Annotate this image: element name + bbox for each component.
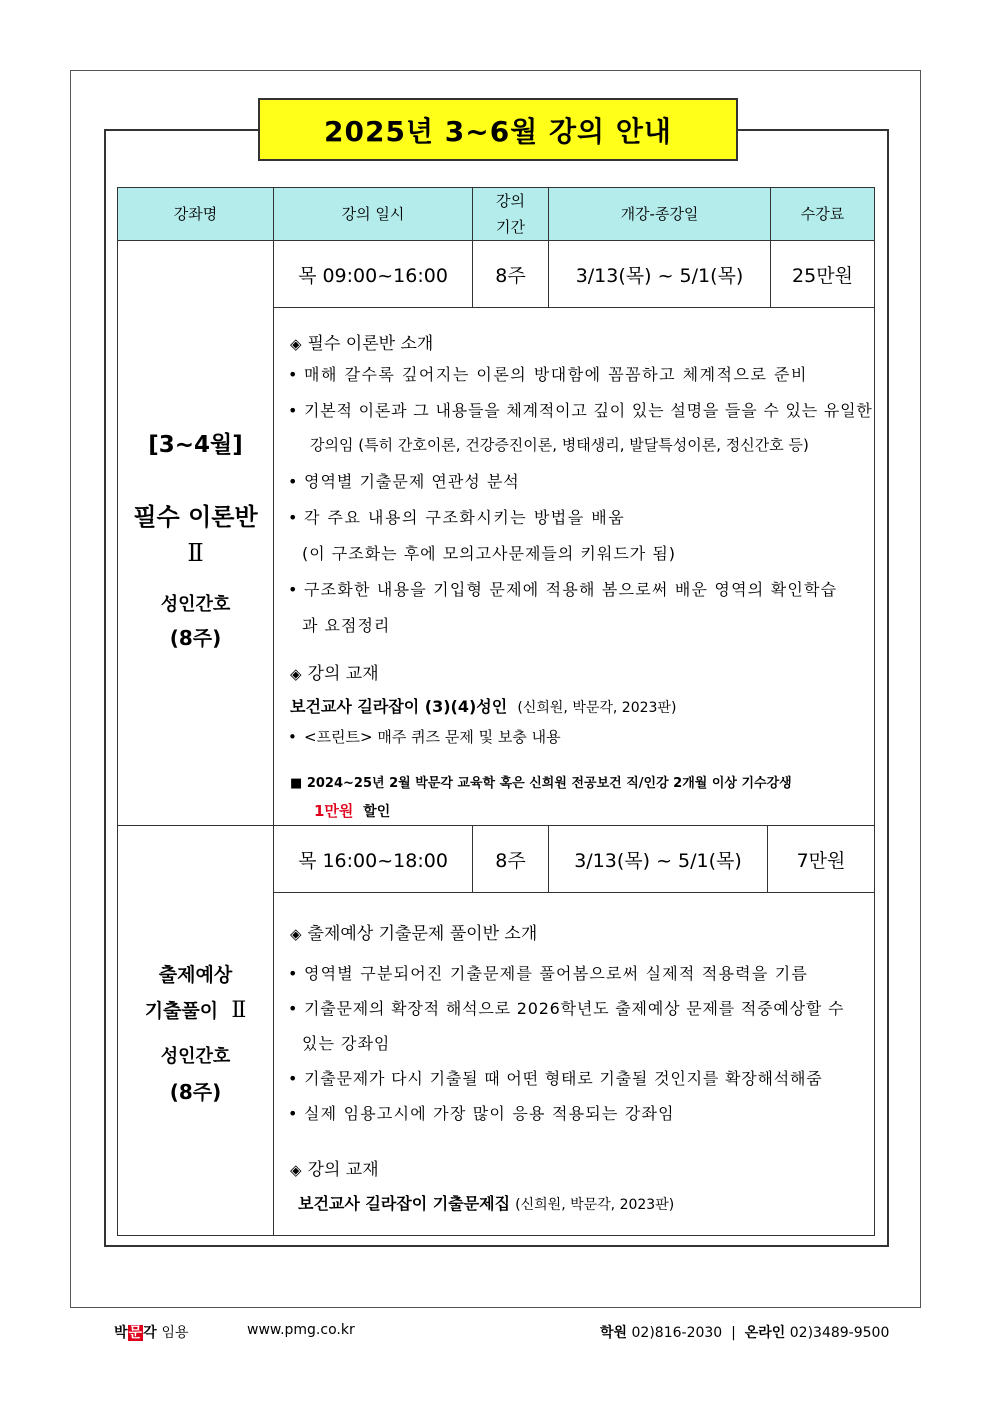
course1-description bbox=[273, 307, 875, 826]
list-item-continued: 있는 강좌임 bbox=[302, 1034, 391, 1053]
header-schedule: 강의 일시 bbox=[273, 187, 473, 241]
header-period-line2: 기간 bbox=[496, 218, 525, 236]
footer-contacts: 학원 02)816-2030 | 온라인 02)3489-9500 bbox=[600, 1325, 890, 1341]
course2-period: 8주 bbox=[472, 825, 549, 893]
course1-schedule: 목 09:00~16:00 bbox=[273, 240, 473, 308]
header-dates: 개강-종강일 bbox=[548, 187, 771, 241]
course2-name-line2: 기출풀이 Ⅱ bbox=[144, 998, 247, 1023]
footer-logo: 박문각 임용 bbox=[114, 1325, 189, 1341]
diamond-icon: ◈ bbox=[290, 665, 302, 683]
list-item-continued: (이 구조화는 후에 모의고사문제들의 키워드가 됨) bbox=[302, 544, 677, 563]
course1-period: 8주 bbox=[472, 240, 549, 308]
course1-discount: ■ 2024~25년 2월 박문각 교육학 혹은 신희원 전공보건 직/인강 2개월 이상 기수강생 bbox=[290, 776, 792, 791]
list-item: • 구조화한 내용을 기입형 문제에 적용해 봄으로써 배운 영역의 확인학습 bbox=[288, 580, 838, 599]
course2-description bbox=[273, 892, 875, 1236]
course1-discount-amount: 1만원 할인 bbox=[314, 802, 391, 820]
course2-schedule: 목 16:00~18:00 bbox=[273, 825, 473, 893]
course1-fee: 25만원 bbox=[770, 240, 875, 308]
course2-fee: 7만원 bbox=[767, 825, 875, 893]
course1-subject: 성인간호 bbox=[160, 594, 231, 615]
list-item: • 기본적 이론과 그 내용들을 체계적이고 깊이 있는 설명을 들을 수 있는 유일한 bbox=[288, 401, 873, 420]
course1-intro-heading: ◈ 필수 이론반 소개 bbox=[290, 334, 434, 354]
course1-name-cell bbox=[117, 240, 274, 826]
header-period-line1: 강의 bbox=[496, 192, 525, 210]
list-item: • 각 주요 내용의 구조화시키는 방법을 배움 bbox=[288, 508, 626, 527]
course2-name: 출제예상 bbox=[158, 964, 233, 986]
diamond-icon: ◈ bbox=[290, 335, 302, 353]
course1-textbook: 보건교사 길라잡이 (3)(4)성인 (신희원, 박문각, 2023판) bbox=[290, 697, 677, 716]
footer-url[interactable]: www.pmg.co.kr bbox=[247, 1322, 355, 1338]
header-course: 강좌명 bbox=[117, 187, 274, 241]
diamond-icon: ◈ bbox=[290, 1161, 302, 1179]
list-item: • 영역별 기출문제 연관성 분석 bbox=[288, 472, 520, 491]
list-item: • 실제 임용고시에 가장 많이 응용 적용되는 강좌임 bbox=[288, 1104, 675, 1123]
list-item: • 영역별 구분되어진 기출문제를 풀어봄으로써 실제적 적용력을 기름 bbox=[288, 964, 809, 983]
header-period bbox=[472, 187, 549, 241]
course1-dates: 3/13(목) ~ 5/1(목) bbox=[548, 240, 771, 308]
list-item: • 기출문제의 확장적 해석으로 2026학년도 출제예상 문제를 적중예상할 수 bbox=[288, 999, 845, 1018]
course1-print-note: • <프린트> 매주 퀴즈 문제 및 보충 내용 bbox=[288, 728, 561, 746]
course1-weeks: (8주) bbox=[169, 626, 222, 650]
list-item-continued: 강의임 (특히 간호이론, 건강증진이론, 병태생리, 발달특성이론, 정신간호 등) bbox=[310, 436, 809, 454]
list-item: • 기출문제가 다시 기출될 때 어떤 형태로 기출될 것인지를 확장해석해줌 bbox=[288, 1069, 823, 1088]
course1-textbook-heading: ◈ 강의 교재 bbox=[290, 664, 379, 684]
page-title: 2025년 3~6월 강의 안내 bbox=[258, 98, 738, 161]
course2-textbook-heading: ◈ 강의 교재 bbox=[290, 1160, 379, 1180]
course1-name: 필수 이론반 bbox=[133, 503, 258, 531]
list-item-continued: 과 요점정리 bbox=[302, 616, 391, 635]
course2-textbook: 보건교사 길라잡이 기출문제집 (신희원, 박문각, 2023판) bbox=[298, 1194, 675, 1213]
course1-roman: Ⅱ bbox=[187, 539, 204, 567]
header-fee: 수강료 bbox=[770, 187, 875, 241]
course2-weeks: (8주) bbox=[169, 1080, 222, 1104]
diamond-icon: ◈ bbox=[290, 925, 302, 943]
course2-subject: 성인간호 bbox=[160, 1046, 231, 1067]
square-bullet-icon: ■ bbox=[290, 776, 303, 791]
course1-term: [3~4월] bbox=[148, 432, 243, 458]
course2-dates: 3/13(목) ~ 5/1(목) bbox=[548, 825, 768, 893]
course2-intro-heading: ◈ 출제예상 기출문제 풀이반 소개 bbox=[290, 924, 538, 944]
list-item: • 매해 갈수록 깊어지는 이론의 방대함에 꼼꼼하고 체계적으로 준비 bbox=[288, 365, 808, 384]
course2-name-cell bbox=[117, 825, 274, 1236]
